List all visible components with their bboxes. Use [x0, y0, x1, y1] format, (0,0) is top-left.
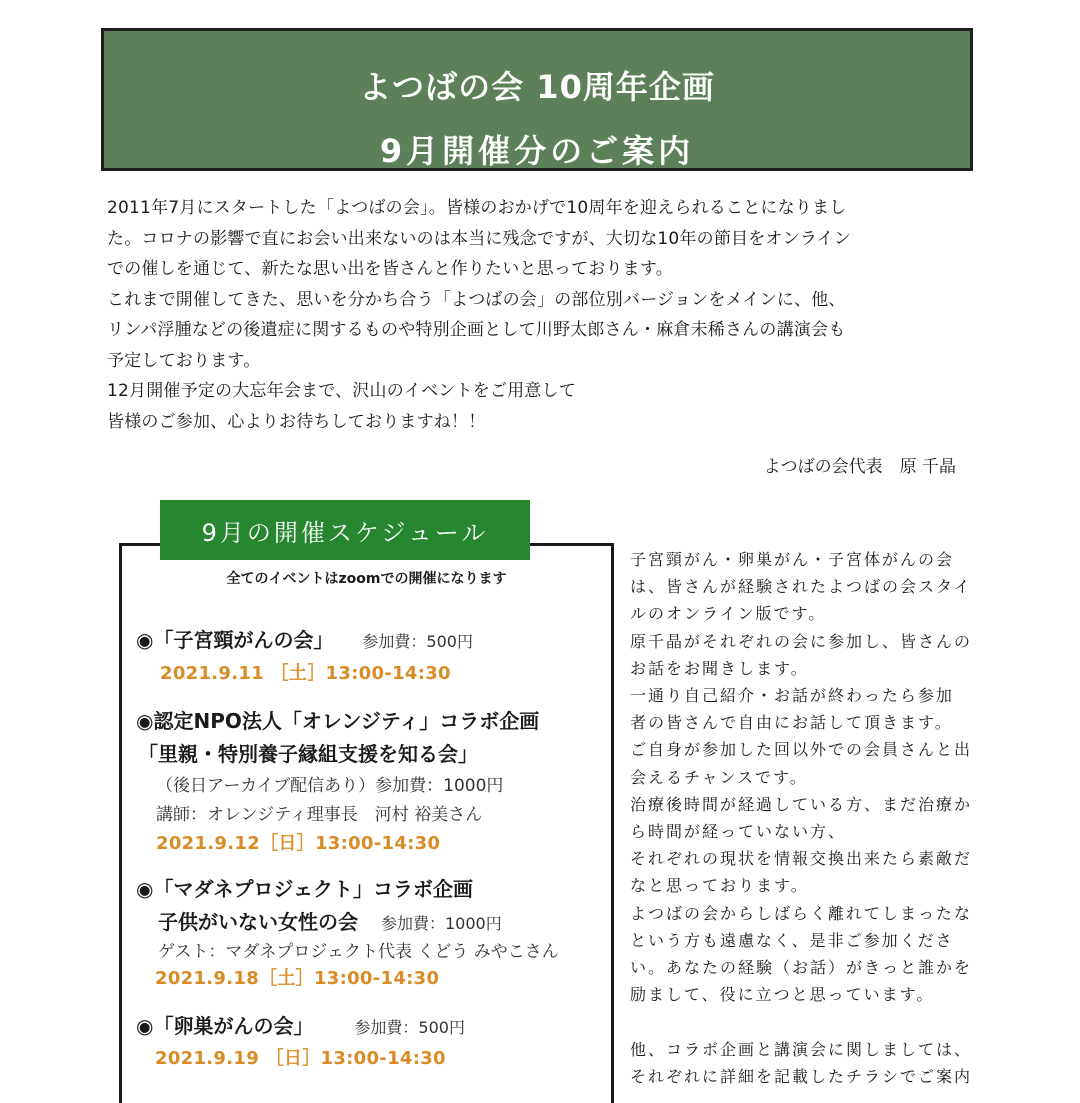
- event-title: [136, 1010, 465, 1039]
- intro-line: リンパ浮腫などの後遺症に関するものや特別企画として川野太郎さん・麻倉未稀さんの講演会も: [107, 320, 846, 340]
- side-line: 原千晶がそれぞれの会に参加し、皆さんの: [630, 631, 973, 651]
- intro-line: での催しを通じて、新たな思い出を皆さんと作りたいと思っております。: [107, 259, 673, 279]
- side-line: 一通り自己紹介・お話が終わったら参加: [630, 686, 954, 706]
- side-line: なと思っております。: [630, 876, 809, 896]
- side-line: 励まして、役に立つと思っています。: [630, 985, 935, 1005]
- intro-text: [107, 193, 987, 437]
- intro-line: 予定しております。: [107, 350, 261, 371]
- event-fee: 参加費：500円: [354, 1018, 465, 1037]
- schedule-note: 全てのイベントはzoomでの開催になります: [226, 571, 507, 587]
- header-title: よつばの会 10周年企画: [359, 68, 715, 106]
- header-banner: [101, 28, 973, 171]
- side-line: それぞれの現状を情報交換出来たら素敵だ: [630, 849, 973, 869]
- event-date: 2021.9.19 ［日］13:00-14:30: [155, 1048, 446, 1069]
- event-date: 2021.9.18［土］13:00-14:30: [155, 968, 440, 989]
- side-line: それぞれに詳細を記載したチラシでご案内: [630, 1066, 973, 1086]
- event-fee: 参加費：1000円: [375, 776, 504, 796]
- event-archive: （後日アーカイブ配信あり）: [156, 776, 376, 796]
- event-fee: 参加費：1000円: [380, 914, 502, 933]
- side-line: 他、コラボ企画と講演会に関しましては、: [630, 1039, 973, 1059]
- event-title-text: ◉「子宮頸がんの会」: [136, 628, 334, 652]
- event-title: ◉認定NPO法人「オレンジティ」コラボ企画: [136, 709, 540, 733]
- side-line: 治療後時間が経過している方、まだ治療か: [630, 794, 973, 814]
- side-line: [630, 1008, 980, 1035]
- event-title-text: ◉「卵巣がんの会」: [136, 1014, 314, 1038]
- side-line: 子宮頸がん・卵巣がん・子宮体がんの会: [630, 550, 955, 569]
- signature: よつばの会代表 原 千晶: [763, 457, 956, 477]
- intro-line: 2011年7月にスタートした「よつばの会」。皆様のおかげで10周年を迎えられることになりまし: [107, 198, 847, 218]
- intro-line: 12月開催予定の大忘年会まで、沢山のイベントをご用意して: [107, 381, 576, 401]
- intro-line: 皆様のご参加、心よりお待ちしておりますね！！: [107, 411, 486, 432]
- event-title-2: [158, 906, 502, 935]
- event-lecturer: 講師：オレンジティ理事長 河村 裕美さん: [156, 805, 483, 825]
- event-fee: 参加費：500円: [362, 632, 473, 651]
- event-date: 2021.9.11 ［土］13:00-14:30: [160, 663, 451, 684]
- side-line: い。あなたの経験（お話）がきっと誰かを: [630, 958, 973, 978]
- event-title: ◉「マダネプロジェクト」コラボ企画: [136, 877, 474, 901]
- side-line: ご自身が参加した回以外での会員さんと出: [630, 740, 973, 760]
- header-subtitle: 9月開催分のご案内: [379, 132, 695, 170]
- side-line: という方も遠慮なく、是非ご参加くださ: [630, 930, 954, 950]
- event-archive-fee: [156, 771, 503, 796]
- side-description: [630, 546, 980, 1090]
- event-title-2-text: 子供がいない女性の会: [158, 910, 358, 934]
- event-guest: ゲスト：マダネプロジェクト代表 くどう みやこさん: [158, 942, 559, 962]
- side-line: ルのオンライン版です。: [630, 604, 827, 624]
- side-line: 会えるチャンスです。: [630, 767, 808, 787]
- side-line: ら時間が経っていない方、: [630, 822, 847, 842]
- side-line: 者の皆さんで自由にお話して頂きます。: [630, 713, 953, 733]
- side-line: よつばの会からしばらく離れてしまったな: [630, 903, 973, 923]
- event-date: 2021.9.12［日］13:00-14:30: [156, 833, 441, 854]
- intro-line: た。コロナの影響で直にお会い出来ないのは本当に残念ですが、大切な10年の節目をオンライン: [107, 228, 851, 249]
- event-title: [136, 624, 473, 653]
- intro-line: これまで開催してきた、思いを分かち合う「よつばの会」の部位別バージョンをメインに、他、: [107, 289, 846, 310]
- schedule-tab: 9月の開催スケジュール: [160, 500, 530, 560]
- event-title-2: 「里親・特別養子縁組支援を知る会」: [138, 742, 478, 766]
- side-line: は、皆さんが経験されたよつばの会スタイ: [630, 577, 972, 597]
- side-line: お話をお聞きします。: [630, 658, 809, 678]
